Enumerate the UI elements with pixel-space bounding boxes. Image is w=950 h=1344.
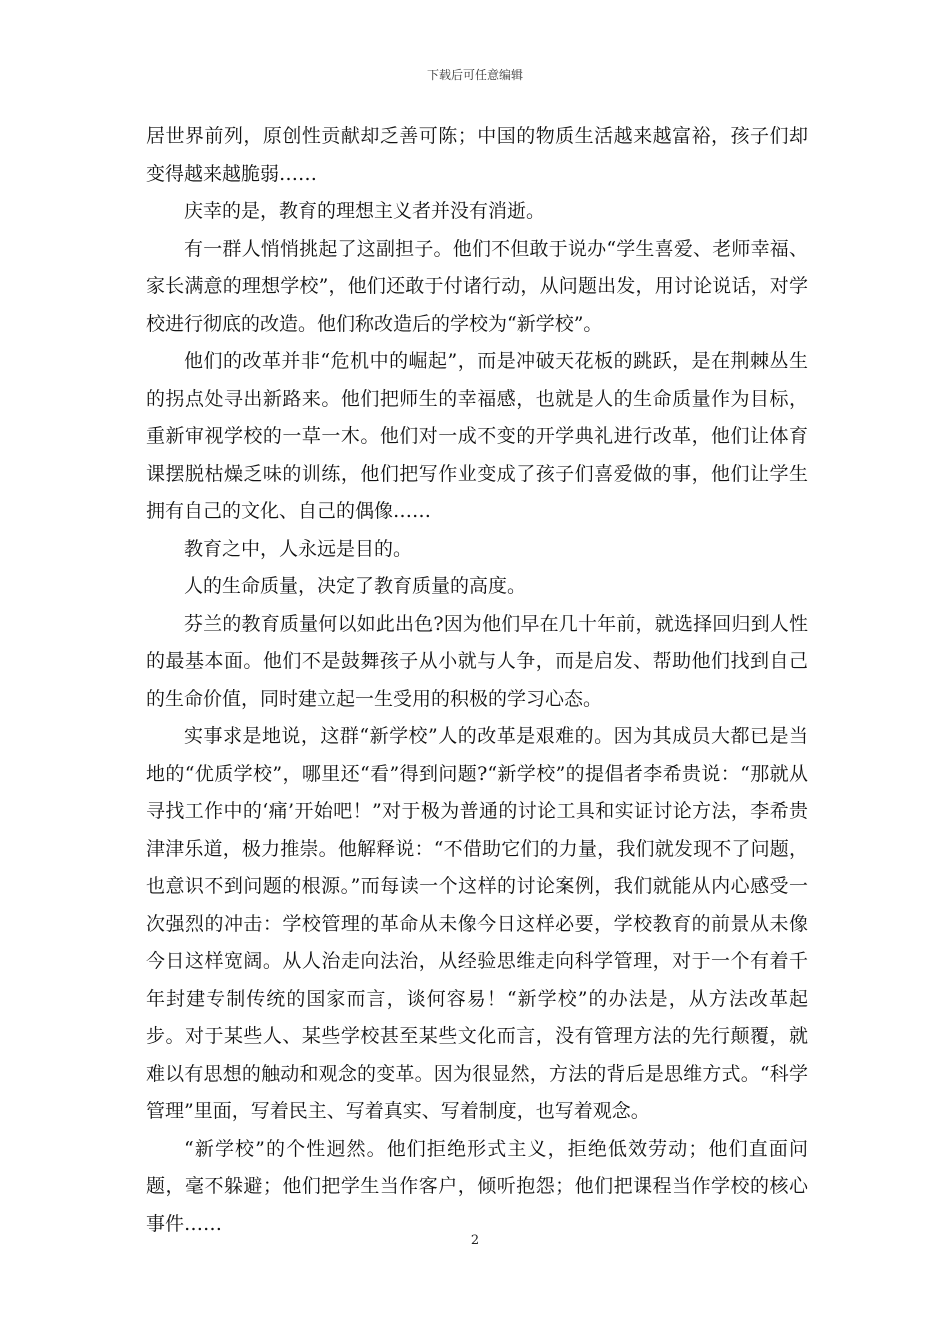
paragraph: 有一群人悄悄挑起了这副担子。他们不但敢于说办“学生喜爱、老师幸福、家长满意的理想学校”，他们还敢于付诸行动，从问题出发，用讨论说话，对学校进行彻底的改造。他们称改造后的学校为“新学校”。 [146, 237, 808, 335]
paragraph: 庆幸的是，教育的理想主义者并没有消逝。 [184, 200, 546, 222]
page-number: 2 [470, 1233, 480, 1248]
paragraph: 他们的改革并非“危机中的崛起”，而是冲破天花板的跳跃，是在荆棘丛生的拐点处寻出新路来。他们把师生的幸福感，也就是人的生命质量作为目标，重新审视学校的一草一木。他们对一成不变的开学典礼进行改革，他们让体育课摆脱枯燥乏味的训练，他们把写作业变成了孩子们喜爱做的事，他们让学生拥有自己的文化、自己的偶像…… [146, 350, 808, 522]
page-header: 下载后可任意编辑 [426, 68, 523, 82]
paragraph: 教育之中，人永远是目的。 [184, 537, 413, 560]
document-body [146, 118, 808, 1243]
paragraph: 实事求是地说，这群“新学校”人的改革是艰难的。因为其成员大都已是当地的“优质学校”，哪里还“看”得到问题?“新学校”的提倡者李希贵说：“那就从寻找工作中的‘痛’开始吧！”对于极为普通的讨论工具和实证讨论方法，李希贵津津乐道，极力推崇。他解释说：“不借助它们的力量，我们就发现不了问题，也意识不到问题的根源。”而每读一个这样的讨论案例，我们就能从内心感受一次强烈的冲击：学校管理的革命从未像今日这样必要，学校教育的前景从未像今日这样宽阔。从人治走向法治，从经验思维走向科学管理，对于一个有着千年封建专制传统的国家而言，谈何容易！“新学校”的办法是，从方法改革起步。对于某些人、某些学校甚至某些文化而言，没有管理方法的先行颠覆，就难以有思想的触动和观念的变革。因为很显然，方法的背后是思维方式。“科学管理”里面，写着民主、写着真实、写着制度，也写着观念。 [146, 725, 808, 1122]
paragraph: 人的生命质量，决定了教育质量的高度。 [184, 575, 527, 597]
paragraph: 芬兰的教育质量何以如此出色?因为他们早在几十年前，就选择回归到人性的最基本面。他们不是鼓舞孩子从小就与人争，而是启发、帮助他们找到自己的生命价值，同时建立起一生受用的积极的学习心态。 [146, 612, 808, 710]
paragraph: “新学校”的个性迥然。他们拒绝形式主义，拒绝低效劳动；他们直面问题，毫不躲避；他们把学生当作客户，倾听抱怨；他们把课程当作学校的核心事件…… [146, 1137, 808, 1235]
paragraph: 居世界前列，原创性贡献却乏善可陈；中国的物质生活越来越富裕，孩子们却变得越来越脆弱…… [146, 125, 808, 185]
